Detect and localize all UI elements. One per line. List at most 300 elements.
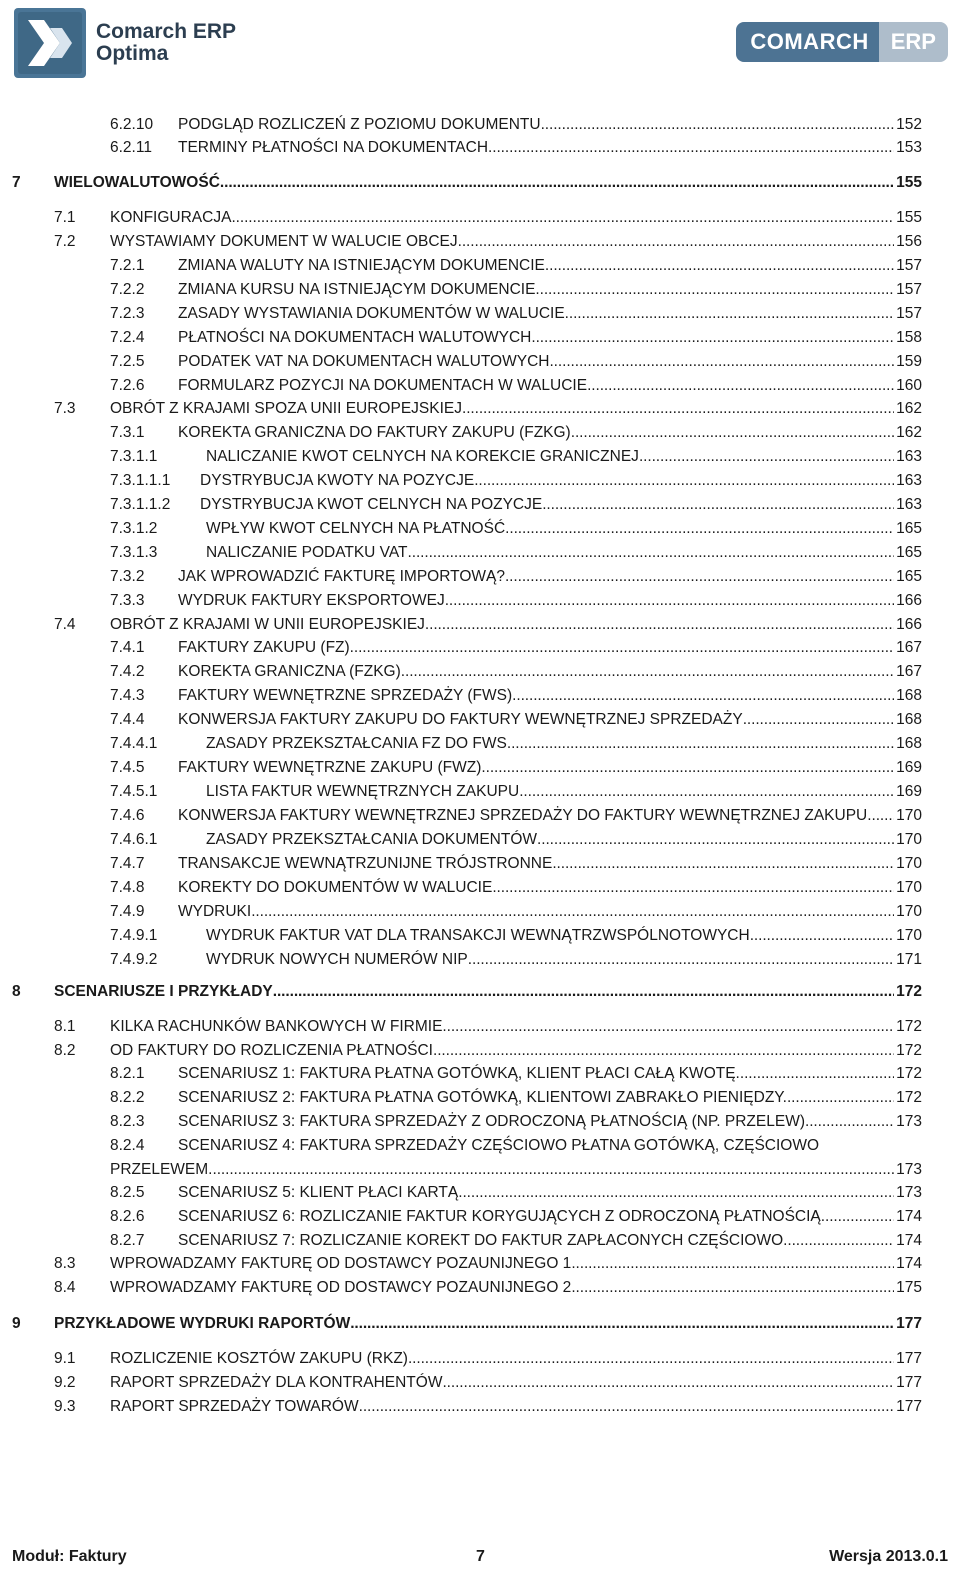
toc-leader-dots <box>571 1253 894 1275</box>
comarch-optima-logo-icon <box>14 8 86 78</box>
toc-entry-page: 170 <box>896 903 922 920</box>
toc-leader-dots <box>549 351 894 373</box>
toc-entry[interactable] <box>110 925 922 947</box>
toc-leader-dots <box>474 470 894 492</box>
toc-entry-number: 7.4.6.1 <box>110 831 158 848</box>
toc-entry-number: 7.4.9.1 <box>110 927 158 944</box>
toc-leader-dots <box>750 925 894 947</box>
toc-entry-title: PODATEK VAT NA DOKUMENTACH WALUTOWYCH <box>178 353 550 370</box>
toc-entry-title: TERMINY PŁATNOŚCI NA DOKUMENTACH <box>178 139 489 156</box>
toc-entry-page: 170 <box>896 807 922 824</box>
toc-entry[interactable] <box>110 1087 922 1109</box>
toc-entry[interactable] <box>110 518 922 540</box>
toc-entry-title: OD FAKTURY DO ROZLICZENIA PŁATNOŚCI <box>110 1042 433 1059</box>
toc-entry-number: 8.2.7 <box>110 1232 145 1249</box>
toc-leader-dots <box>442 1372 894 1394</box>
toc-entry-title-wrap <box>110 207 894 229</box>
toc-entry-page: 169 <box>896 759 922 776</box>
toc-entry-page: 163 <box>896 472 922 489</box>
toc-entry-number: 7.2.3 <box>110 305 145 322</box>
toc-entry-page: 170 <box>896 927 922 944</box>
toc-leader-dots <box>571 422 894 444</box>
toc-entry[interactable] <box>110 805 922 827</box>
toc-entry-title: ROZLICZENIE KOSZTÓW ZAKUPU (RKZ) <box>110 1350 408 1367</box>
toc-entry-number: 7.4 <box>54 616 76 633</box>
toc-entry-number: 8.2.4 <box>110 1137 145 1154</box>
toc-entry[interactable] <box>12 981 922 1003</box>
toc-entry-title: KOREKTA GRANICZNA DO FAKTURY ZAKUPU (FZKG) <box>178 424 571 441</box>
toc-leader-dots <box>425 614 894 636</box>
toc-entry-title: WYDRUK NOWYCH NUMERÓW NIP <box>206 951 468 968</box>
toc-entry-title-wrap <box>178 877 894 899</box>
toc-leader-dots <box>552 853 894 875</box>
toc-leader-dots <box>740 1063 894 1085</box>
toc-leader-dots <box>458 1182 894 1204</box>
toc-entry-number: 9.3 <box>54 1398 76 1415</box>
toc-entry-page: 155 <box>896 174 922 191</box>
toc-leader-dots <box>821 1206 894 1228</box>
toc-entry-page: 167 <box>896 639 922 656</box>
toc-entry-title: ZASADY PRZEKSZTAŁCANIA FZ DO FWS <box>206 735 507 752</box>
toc-entry[interactable] <box>110 422 922 444</box>
toc-leader-dots <box>488 137 894 159</box>
toc-leader-dots <box>481 757 894 779</box>
toc-entry-title-wrap <box>178 853 894 875</box>
toc-entry-title: SCENARIUSZ 7: ROZLICZANIE KOREKT DO FAKTUR ZAPŁACONYCH CZĘŚCIOWO <box>178 1232 784 1249</box>
toc-leader-dots <box>220 172 894 194</box>
toc-entry-page: 153 <box>896 139 922 156</box>
toc-leader-dots <box>531 327 894 349</box>
toc-entry-title-wrap <box>110 614 894 636</box>
toc-entry[interactable] <box>54 1253 922 1275</box>
toc-entry-title-wrap <box>178 1087 894 1109</box>
toc-entry-title-wrap <box>110 1253 894 1275</box>
toc-leader-dots <box>587 375 894 397</box>
toc-entry-title-wrap <box>206 542 894 564</box>
toc-leader-dots <box>359 1396 895 1418</box>
toc-entry-page: 172 <box>896 983 922 1000</box>
toc-entry-number: 7.4.5 <box>110 759 145 776</box>
toc-entry[interactable] <box>110 853 922 875</box>
toc-entry-title: TRANSAKCJE WEWNĄTRZUNIJNE TRÓJSTRONNE <box>178 855 553 872</box>
toc-leader-dots <box>445 590 894 612</box>
toc-entry-title-wrap <box>206 829 894 851</box>
brand-suffix: ERP <box>879 22 948 62</box>
toc-entry-number: 7.3.3 <box>110 592 145 609</box>
toc-entry-number: 7.2 <box>54 233 76 250</box>
toc-entry-page: 165 <box>896 568 922 585</box>
toc-entry-page: 168 <box>896 711 922 728</box>
toc-entry[interactable] <box>12 172 922 194</box>
toc-entry[interactable] <box>110 781 922 803</box>
page-footer <box>0 1548 960 1570</box>
toc-entry[interactable] <box>110 1063 922 1085</box>
toc-entry-title: KOREKTY DO DOKUMENTÓW W WALUCIE <box>178 879 493 896</box>
toc-entry-title-wrap <box>110 1396 894 1418</box>
toc-entry-title-continued: PRZELEWEM. <box>110 1161 213 1178</box>
toc-entry-number: 8.2 <box>54 1042 76 1059</box>
toc-entry-title-wrap <box>110 1016 894 1038</box>
toc-entry[interactable] <box>54 207 922 229</box>
toc-entry-number: 7.4.6 <box>110 807 145 824</box>
toc-entry-page: 165 <box>896 544 922 561</box>
toc-entry[interactable] <box>110 303 922 325</box>
toc-entry-number: 7.4.4 <box>110 711 145 728</box>
toc-entry-number: 7.3.1 <box>110 424 145 441</box>
toc-entry-title: WYDRUK FAKTUR VAT DLA TRANSAKCJI WEWNĄTRZWSPÓLNOTOWYCH <box>206 927 750 944</box>
toc-entry-number: 7.3.1.1.1 <box>110 472 171 489</box>
toc-entry-number: 7.3 <box>54 400 76 417</box>
toc-entry-page: 177 <box>896 1315 922 1332</box>
toc-leader-dots <box>537 829 894 851</box>
toc-entry-title: OBRÓT Z KRAJAMI SPOZA UNII EUROPEJSKIEJ <box>110 400 462 417</box>
toc-entry-title: PODGLĄD ROZLICZEŃ Z POZIOMU DOKUMENTU <box>178 116 541 133</box>
toc-entry-title: DYSTRYBUCJA KWOTY NA POZYCJE <box>200 472 475 489</box>
toc-entry-number: 7.3.2 <box>110 568 145 585</box>
toc-entry-page: 157 <box>896 281 922 298</box>
toc-entry-title: SCENARIUSZE I PRZYKŁADY <box>54 983 273 1000</box>
toc-entry-title-wrap <box>178 137 894 159</box>
toc-entry-title-wrap <box>178 1206 894 1228</box>
toc-entry-title: WYDRUK FAKTURY EKSPORTOWEJ <box>178 592 445 609</box>
toc-entry-title-wrap <box>178 114 894 136</box>
toc-entry-number: 7 <box>12 174 21 191</box>
toc-leader-dots <box>805 1111 894 1133</box>
toc-entry-title-wrap <box>54 981 894 1003</box>
toc-entry[interactable] <box>110 661 922 683</box>
toc-entry-title-wrap <box>206 733 894 755</box>
toc-entry-title-wrap <box>178 1111 894 1133</box>
toc-entry-page: 170 <box>896 879 922 896</box>
toc-entry-title: WIELOWALUTOWOŚĆ <box>54 174 220 191</box>
toc-leader-dots <box>535 279 894 301</box>
toc-entry-title-wrap <box>178 1135 922 1157</box>
toc-entry-title-wrap <box>54 1313 894 1335</box>
toc-entry-page: 170 <box>896 831 922 848</box>
toc-entry-title-wrap <box>178 351 894 373</box>
toc-entry-page: 177 <box>896 1350 922 1367</box>
toc-entry[interactable] <box>54 1016 922 1038</box>
toc-entry-number: 9 <box>12 1315 21 1332</box>
toc-entry-number: 7.4.9 <box>110 903 145 920</box>
toc-entry-page: 172 <box>896 1042 922 1059</box>
toc-leader-dots <box>512 685 894 707</box>
toc-entry-title: PŁATNOŚCI NA DOKUMENTACH WALUTOWYCH <box>178 329 532 346</box>
toc-entry-page: 166 <box>896 616 922 633</box>
toc-entry-title-wrap <box>178 709 894 731</box>
toc-entry-title: SCENARIUSZ 5: KLIENT PŁACI KARTĄ <box>178 1184 459 1201</box>
toc-entry-page: 177 <box>896 1398 922 1415</box>
toc-entry-title-wrap <box>110 398 894 420</box>
toc-entry-page: 174 <box>896 1232 922 1249</box>
toc-entry-title-wrap <box>178 303 894 325</box>
toc-entry[interactable] <box>110 733 922 755</box>
toc-entry-number: 8.3 <box>54 1255 76 1272</box>
toc-entry-title-wrap <box>178 1182 894 1204</box>
toc-entry-title: SCENARIUSZ 2: FAKTURA PŁATNA GOTÓWKĄ, KLIENTOWI ZABRAKŁO PIENIĘDZY. <box>178 1089 787 1106</box>
toc-entry-number: 8.2.5 <box>110 1184 145 1201</box>
toc-entry-title-wrap <box>200 470 894 492</box>
toc-entry-title: KONFIGURACJA <box>110 209 232 226</box>
toc-leader-dots <box>565 303 894 325</box>
toc-entry-title-wrap <box>200 494 894 516</box>
toc-entry-title-wrap <box>178 375 894 397</box>
toc-entry-title: LISTA FAKTUR WEWNĘTRZNYCH ZAKUPU <box>206 783 520 800</box>
toc-entry-page: 172 <box>896 1018 922 1035</box>
toc-entry-page: 168 <box>896 687 922 704</box>
toc-entry-title: KONWERSJA FAKTURY ZAKUPU DO FAKTURY WEWNĘTRZNEJ SPRZEDAŻY <box>178 711 743 728</box>
toc-entry-page: 158 <box>896 329 922 346</box>
toc-entry[interactable] <box>54 1372 922 1394</box>
toc-entry[interactable] <box>110 351 922 373</box>
toc-leader-dots <box>541 114 895 136</box>
toc-entry-title: ZASADY WYSTAWIANIA DOKUMENTÓW W WALUCIE <box>178 305 565 322</box>
toc-entry[interactable] <box>110 470 922 492</box>
toc-entry[interactable] <box>110 137 922 159</box>
toc-entry[interactable] <box>110 446 922 468</box>
toc-leader-dots <box>350 1313 894 1335</box>
toc-entry-title-wrap <box>206 518 894 540</box>
toc-entry-title: WYSTAWIAMY DOKUMENT W WALUCIE OBCEJ <box>110 233 458 250</box>
toc-entry-title: JAK WPROWADZIĆ FAKTURĘ IMPORTOWĄ? <box>178 568 505 585</box>
toc-entry-page: 157 <box>896 257 922 274</box>
toc-entry[interactable] <box>110 327 922 349</box>
toc-leader-dots <box>442 1016 894 1038</box>
toc-entry-title: ZMIANA KURSU NA ISTNIEJĄCYM DOKUMENCIE <box>178 281 536 298</box>
toc-leader-dots <box>468 949 894 971</box>
toc-entry-page: 173 <box>896 1161 922 1178</box>
toc-entry-title: RAPORT SPRZEDAŻY TOWARÓW <box>110 1398 359 1415</box>
toc-entry-page: 175 <box>896 1279 922 1296</box>
toc-entry-number: 7.4.5.1 <box>110 783 158 800</box>
toc-entry-title-wrap <box>178 661 894 683</box>
toc-entry-title-wrap <box>178 590 894 612</box>
toc-entry-title-wrap <box>110 1277 894 1299</box>
toc-entry-title-wrap <box>206 949 894 971</box>
toc-entry[interactable] <box>110 637 922 659</box>
toc-entry-title: FAKTURY WEWNĘTRZNE ZAKUPU (FWZ) <box>178 759 482 776</box>
toc-entry-page: 174 <box>896 1255 922 1272</box>
toc-entry[interactable] <box>110 279 922 301</box>
toc-entry-title-wrap <box>110 231 894 253</box>
toc-leader-dots <box>519 781 894 803</box>
toc-entry-page: 163 <box>896 448 922 465</box>
toc-entry-number: 7.2.2 <box>110 281 145 298</box>
toc-entry-title: FORMULARZ POZYCJI NA DOKUMENTACH W WALUCIE <box>178 377 588 394</box>
toc-entry-number: 7.2.1 <box>110 257 145 274</box>
toc-entry-title: ZMIANA WALUTY NA ISTNIEJĄCYM DOKUMENCIE <box>178 257 545 274</box>
toc-leader-dots <box>212 1159 894 1181</box>
toc-leader-dots <box>408 542 895 564</box>
toc-entry-page: 174 <box>896 1208 922 1225</box>
toc-entry-title-wrap <box>206 925 894 947</box>
toc-entry[interactable] <box>110 566 922 588</box>
toc-entry-title: OBRÓT Z KRAJAMI W UNII EUROPEJSKIEJ <box>110 616 425 633</box>
toc-entry-title-wrap <box>206 446 894 468</box>
toc-entry[interactable] <box>110 877 922 899</box>
toc-leader-dots <box>458 231 895 253</box>
toc-entry[interactable] <box>54 1348 922 1370</box>
toc-entry-number: 7.2.5 <box>110 353 145 370</box>
toc-leader-dots <box>783 1230 894 1252</box>
toc-entry-number: 7.2.6 <box>110 377 145 394</box>
toc-entry-title-wrap <box>206 781 894 803</box>
toc-entry-continuation[interactable] <box>110 1159 922 1181</box>
toc-entry-number: 8.2.3 <box>110 1113 145 1130</box>
toc-leader-dots <box>492 877 894 899</box>
product-name-line1: Comarch ERP <box>96 20 237 43</box>
toc-entry[interactable] <box>110 542 922 564</box>
toc-entry-number: 8.2.1 <box>110 1065 145 1082</box>
toc-entry-page: 167 <box>896 663 922 680</box>
toc-leader-dots <box>251 901 894 923</box>
toc-entry-title: SCENARIUSZ 6: ROZLICZANIE FAKTUR KORYGUJĄCYCH Z ODROCZONĄ PŁATNOŚCIĄ <box>178 1208 821 1225</box>
toc-leader-dots <box>401 661 894 683</box>
toc-entry-page: 157 <box>896 305 922 322</box>
toc-entry[interactable] <box>110 901 922 923</box>
product-name <box>96 21 236 65</box>
toc-entry-page: 170 <box>896 855 922 872</box>
toc-entry[interactable] <box>110 375 922 397</box>
toc-entry-title: NALICZANIE KWOT CELNYCH NA KOREKCIE GRANICZNEJ <box>206 448 639 465</box>
toc-entry-title-wrap <box>178 637 894 659</box>
toc-entry-title: FAKTURY ZAKUPU (FZ) <box>178 639 350 656</box>
toc-entry[interactable] <box>110 114 922 136</box>
toc-leader-dots <box>505 566 894 588</box>
toc-entry-number: 7.4.4.1 <box>110 735 158 752</box>
toc-entry-title: KOREKTA GRANICZNA (FZKG) <box>178 663 401 680</box>
toc-entry-number: 7.3.1.2 <box>110 520 158 537</box>
toc-entry-title: ZASADY PRZEKSZTAŁCANIA DOKUMENTÓW <box>206 831 538 848</box>
toc-entry[interactable] <box>110 494 922 516</box>
toc-entry-number: 9.2 <box>54 1374 76 1391</box>
toc-entry-title-wrap <box>110 1372 894 1394</box>
toc-entry[interactable] <box>110 1135 922 1157</box>
toc-entry[interactable] <box>110 949 922 971</box>
toc-entry-title-wrap <box>110 1040 894 1062</box>
toc-entry-page: 169 <box>896 783 922 800</box>
toc-leader-dots <box>867 805 894 827</box>
toc-entry[interactable] <box>54 614 922 636</box>
comarch-erp-logo <box>736 22 948 62</box>
toc-entry[interactable] <box>12 1313 922 1335</box>
toc-leader-dots <box>505 518 894 540</box>
toc-entry-number: 7.4.1 <box>110 639 145 656</box>
toc-entry-number: 7.1 <box>54 209 76 226</box>
toc-entry-title-wrap <box>110 1348 894 1370</box>
toc-entry-title: NALICZANIE PODATKU VAT <box>206 544 408 561</box>
toc-entry-title-wrap <box>178 757 894 779</box>
toc-entry-number: 9.1 <box>54 1350 76 1367</box>
toc-entry[interactable] <box>54 1040 922 1062</box>
toc-leader-dots <box>571 1277 894 1299</box>
toc-leader-dots <box>350 637 894 659</box>
toc-entry-title-wrap <box>178 327 894 349</box>
toc-leader-dots <box>433 1040 894 1062</box>
toc-entry-page: 163 <box>896 496 922 513</box>
toc-leader-dots <box>231 207 894 229</box>
toc-entry-title: FAKTURY WEWNĘTRZNE SPRZEDAŻY (FWS) <box>178 687 513 704</box>
toc-leader-dots <box>787 1087 894 1109</box>
toc-entry-page: 168 <box>896 735 922 752</box>
toc-entry-title: SCENARIUSZ 3: FAKTURA SPRZEDAŻY Z ODROCZONĄ PŁATNOŚCIĄ (NP. PRZELEW) <box>178 1113 805 1130</box>
toc-entry-number: 7.2.4 <box>110 329 145 346</box>
toc-entry-page: 152 <box>896 116 922 133</box>
toc-entry-title-wrap <box>178 279 894 301</box>
toc-entry[interactable] <box>54 1277 922 1299</box>
toc-entry-page: 155 <box>896 209 922 226</box>
toc-entry-number: 7.4.2 <box>110 663 145 680</box>
toc-entry-title: WYDRUKI <box>178 903 252 920</box>
toc-entry[interactable] <box>110 685 922 707</box>
toc-entry-page: 173 <box>896 1113 922 1130</box>
toc-leader-dots <box>507 733 894 755</box>
product-name-line2: Optima <box>96 42 169 65</box>
toc-entry-title-wrap <box>178 1230 894 1252</box>
toc-entry-number: 7.4.7 <box>110 855 145 872</box>
toc-entry[interactable] <box>110 1182 922 1204</box>
toc-entry-number: 8 <box>12 983 21 1000</box>
toc-entry-title-wrap <box>110 1159 894 1181</box>
toc-entry-number: 6.2.10 <box>110 116 154 133</box>
product-logo <box>14 8 236 78</box>
toc-leader-dots <box>639 446 894 468</box>
toc-entry[interactable] <box>110 1206 922 1228</box>
toc-entry-title: SCENARIUSZ 1: FAKTURA PŁATNA GOTÓWKĄ, KLIENT PŁACI CAŁĄ KWOTĘ. <box>178 1065 740 1082</box>
footer-page-number: 7 <box>476 1548 485 1565</box>
page-header <box>0 0 960 86</box>
toc-entry[interactable] <box>110 590 922 612</box>
toc-entry-number: 8.1 <box>54 1018 76 1035</box>
toc-entry-number: 7.4.3 <box>110 687 145 704</box>
toc-entry[interactable] <box>110 1230 922 1252</box>
toc-entry-title: KONWERSJA FAKTURY WEWNĘTRZNEJ SPRZEDAŻY DO FAKTURY WEWNĘTRZNEJ ZAKUPU <box>178 807 868 824</box>
toc-leader-dots <box>273 981 894 1003</box>
toc-entry-title-wrap <box>178 805 894 827</box>
brand-main: COMARCH <box>736 22 878 62</box>
toc-entry-title: KILKA RACHUNKÓW BANKOWYCH W FIRMIE <box>110 1018 443 1035</box>
toc-entry-title: DYSTRYBUCJA KWOT CELNYCH NA POZYCJE <box>200 496 543 513</box>
toc-entry[interactable] <box>110 757 922 779</box>
toc-entry-number: 7.3.1.1 <box>110 448 158 465</box>
toc-entry[interactable] <box>110 709 922 731</box>
toc-entry-page: 173 <box>896 1184 922 1201</box>
toc-entry[interactable] <box>54 231 922 253</box>
toc-entry[interactable] <box>110 829 922 851</box>
toc-entry-title: WPROWADZAMY FAKTURĘ OD DOSTAWCY POZAUNIJNEGO 1 <box>110 1255 572 1272</box>
toc-entry[interactable] <box>54 398 922 420</box>
toc-entry-number: 6.2.11 <box>110 139 152 156</box>
footer-module: Moduł: Faktury <box>12 1548 127 1565</box>
toc-entry-title: SCENARIUSZ 4: FAKTURA SPRZEDAŻY CZĘŚCIOWO PŁATNA GOTÓWKĄ, CZĘŚCIOWO <box>178 1137 820 1154</box>
toc-entry-title-wrap <box>178 566 894 588</box>
toc-entry[interactable] <box>54 1396 922 1418</box>
toc-entry-number: 8.2.2 <box>110 1089 145 1106</box>
toc-leader-dots <box>408 1348 894 1370</box>
footer-version: Wersja 2013.0.1 <box>829 1548 948 1565</box>
toc-entry-title: WPŁYW KWOT CELNYCH NA PŁATNOŚĆ <box>206 520 506 537</box>
toc-entry-title-wrap <box>178 901 894 923</box>
toc-entry-title-wrap <box>178 422 894 444</box>
toc-entry-number: 8.4 <box>54 1279 76 1296</box>
toc-entry[interactable] <box>110 1111 922 1133</box>
toc-entry[interactable] <box>110 255 922 277</box>
toc-entry-page: 160 <box>896 377 922 394</box>
toc-entry-page: 166 <box>896 592 922 609</box>
toc-entry-title-wrap <box>178 1063 894 1085</box>
toc-entry-number: 8.2.6 <box>110 1208 145 1225</box>
toc-entry-number: 7.4.8 <box>110 879 145 896</box>
